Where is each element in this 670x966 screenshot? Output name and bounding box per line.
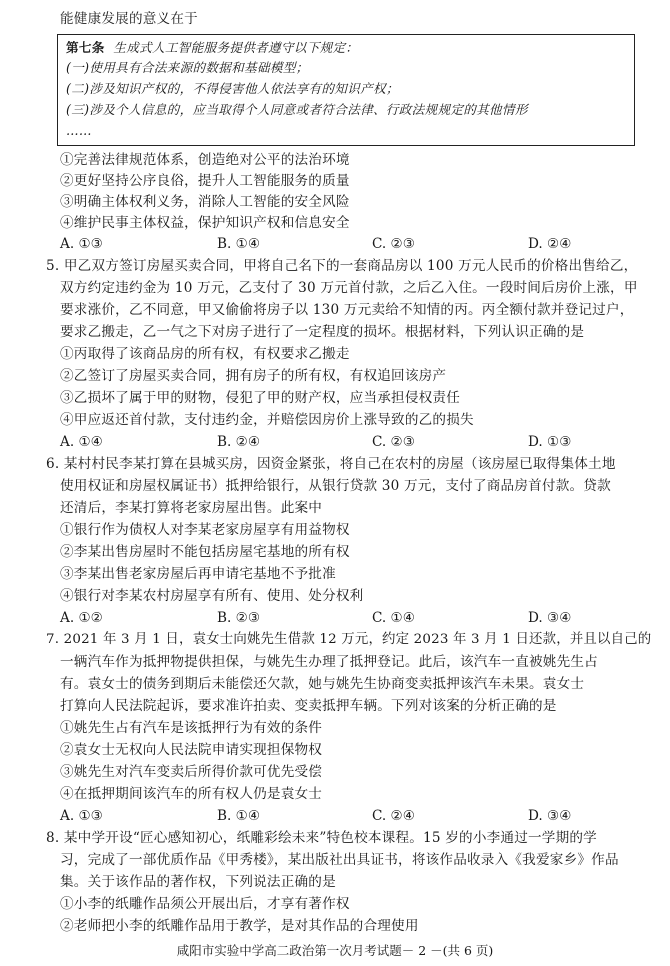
q8-stem-line-3: 集。关于该作品的著作权，下列说法正确的是: [60, 874, 336, 890]
q7-stem-line-2: 一辆汽车作为抵押物提供担保，与姚先生办理了抵押登记。此后，该汽车一直被姚先生占: [60, 654, 598, 670]
q7-statement-3: ③姚先生对汽车变卖后所得价款可优先受偿: [60, 764, 323, 780]
q6-option-c: C. ①④: [372, 610, 415, 626]
intro-line: 能健康发展的意义在于: [60, 11, 198, 27]
q5-statement-4: ④甲应返还首付款，支付违约金，并赔偿因房价上涨导致的乙的损失: [60, 412, 474, 428]
q8-stem-line-2: 习，完成了一部优质作品《甲秀楼》，某出版社出具证书，将该作品收录入《我爱家乡》作品: [60, 852, 619, 868]
q5-statement-3: ③乙损坏了属于甲的财物，侵犯了甲的财产权，应当承担侵权责任: [60, 390, 461, 406]
q6-statement-3: ③李某出售老家房屋后再申请宅基地不予批准: [60, 566, 336, 582]
q6-statement-2: ②李某出售房屋时不能包括房屋宅基地的所有权: [60, 544, 350, 560]
box-line-4: (三)涉及个人信息的，应当取得个人同意或者符合法律、行政法规规定的其他情形: [66, 102, 528, 117]
q6-stem-line-1: 6. 某村村民李某打算在县城买房，因资金紧张，将自己在农村的房屋（该房屋已取得集体土地: [46, 456, 616, 472]
q6-statement-1: ①银行作为债权人对李某老家房屋享有用益物权: [60, 522, 350, 538]
box-line-5: ……: [66, 123, 92, 138]
box-line-1: [66, 40, 358, 56]
q5-stem-line-2: 双方约定违约金为 10 万元，乙支付了 30 万元首付款，之后乙入住。一段时间后房价上涨，甲: [60, 280, 638, 296]
q5-option-c: C. ②③: [372, 434, 415, 450]
q5-option-a: A. ①④: [60, 434, 103, 450]
q5-stem-line-3: 要求涨价，乙不同意，甲又偷偷将房子以 130 万元卖给不知情的丙。丙全额付款并登记过户，: [60, 302, 634, 318]
q5-option-d: D. ①③: [528, 434, 572, 450]
q5-option-b: B. ②④: [217, 434, 261, 450]
page-footer: 咸阳市实验中学高二政治第一次月考试题－ 2 －(共 6 页): [176, 943, 494, 958]
q4-statement-4: ④维护民事主体权益，保护知识产权和信息安全: [60, 215, 350, 231]
article-label: 第七条: [66, 40, 105, 55]
q6-option-d: D. ③④: [528, 610, 572, 626]
q4-option-b: B. ①④: [217, 236, 261, 252]
q7-option-d: D. ③④: [528, 808, 572, 824]
q4-option-a: A. ①③: [60, 236, 103, 252]
box-line-1-text: 生成式人工智能服务提供者遵守以下规定：: [113, 40, 359, 55]
q8-statement-1: ①小李的纸雕作品须公开展出后，才享有著作权: [60, 896, 350, 912]
q7-stem-line-3: 有。袁女士的债务到期后未能偿还欠款，她与姚先生协商变卖抵押该汽车未果。袁女士: [60, 676, 585, 692]
q8-statement-2: ②老师把小李的纸雕作品用于教学，是对其作品的合理使用: [60, 918, 419, 934]
box-line-2: (一)使用具有合法来源的数据和基础模型；: [66, 60, 309, 75]
q5-stem-line-1: 5. 甲乙双方签订房屋买卖合同，甲将自己名下的一套商品房以 100 万元人民币的价格出售给乙，: [46, 258, 638, 274]
q7-statement-2: ②袁女士无权向人民法院申请实现担保物权: [60, 742, 323, 758]
q8-stem-line-1: 8. 某中学开设“匠心感知初心，纸雕彩绘未来”特色校本课程。15 岁的小李通过一学期的学: [46, 830, 597, 846]
q4-statement-1: ①完善法律规范体系，创造绝对公平的法治环境: [60, 152, 350, 168]
q7-option-a: A. ①③: [60, 808, 103, 824]
q6-stem-line-2: 使用权证和房屋权属证书）抵押给银行，从银行贷款 30 万元，支付了商品房首付款。贷款: [60, 478, 611, 494]
q7-stem-line-1: 7. 2021 年 3 月 1 日，袁女士向姚先生借款 12 万元，约定 2023 年 3 月 1 日还款，并且以自己的: [46, 632, 652, 647]
quote-box: [57, 34, 635, 146]
q5-statement-1: ①丙取得了该商品房的所有权，有权要求乙搬走: [60, 346, 350, 362]
q6-statement-4: ④银行对李某农村房屋享有所有、使用、处分权利: [60, 588, 364, 604]
q7-option-b: B. ①④: [217, 808, 261, 824]
q6-option-b: B. ②③: [217, 610, 261, 626]
q4-statement-2: ②更好坚持公序良俗，提升人工智能服务的质量: [60, 173, 350, 189]
q4-statement-3: ③明确主体权利义务，消除人工智能的安全风险: [60, 194, 350, 210]
q4-option-c: C. ②③: [372, 236, 415, 252]
q7-statement-1: ①姚先生占有汽车是该抵押行为有效的条件: [60, 720, 323, 736]
q6-option-a: A. ①②: [60, 610, 103, 626]
q7-stem-line-4: 打算向人民法院起诉，要求准许拍卖、变卖抵押车辆。下列对该案的分析正确的是: [60, 698, 557, 714]
q5-stem-line-4: 要求乙搬走，乙一气之下对房子进行了一定程度的损坏。根据材料，下列认识正确的是: [60, 324, 585, 340]
box-line-3: (二)涉及知识产权的，不得侵害他人依法享有的知识产权；: [66, 81, 399, 96]
q4-option-d: D. ②④: [528, 236, 572, 252]
q5-statement-2: ②乙签订了房屋买卖合同，拥有房子的所有权，有权追回该房产: [60, 368, 447, 384]
q7-statement-4: ④在抵押期间该汽车的所有权人仍是袁女士: [60, 786, 323, 802]
q6-stem-line-3: 还清后，李某打算将老家房屋出售。此案中: [60, 500, 323, 516]
q7-option-c: C. ②④: [372, 808, 415, 824]
